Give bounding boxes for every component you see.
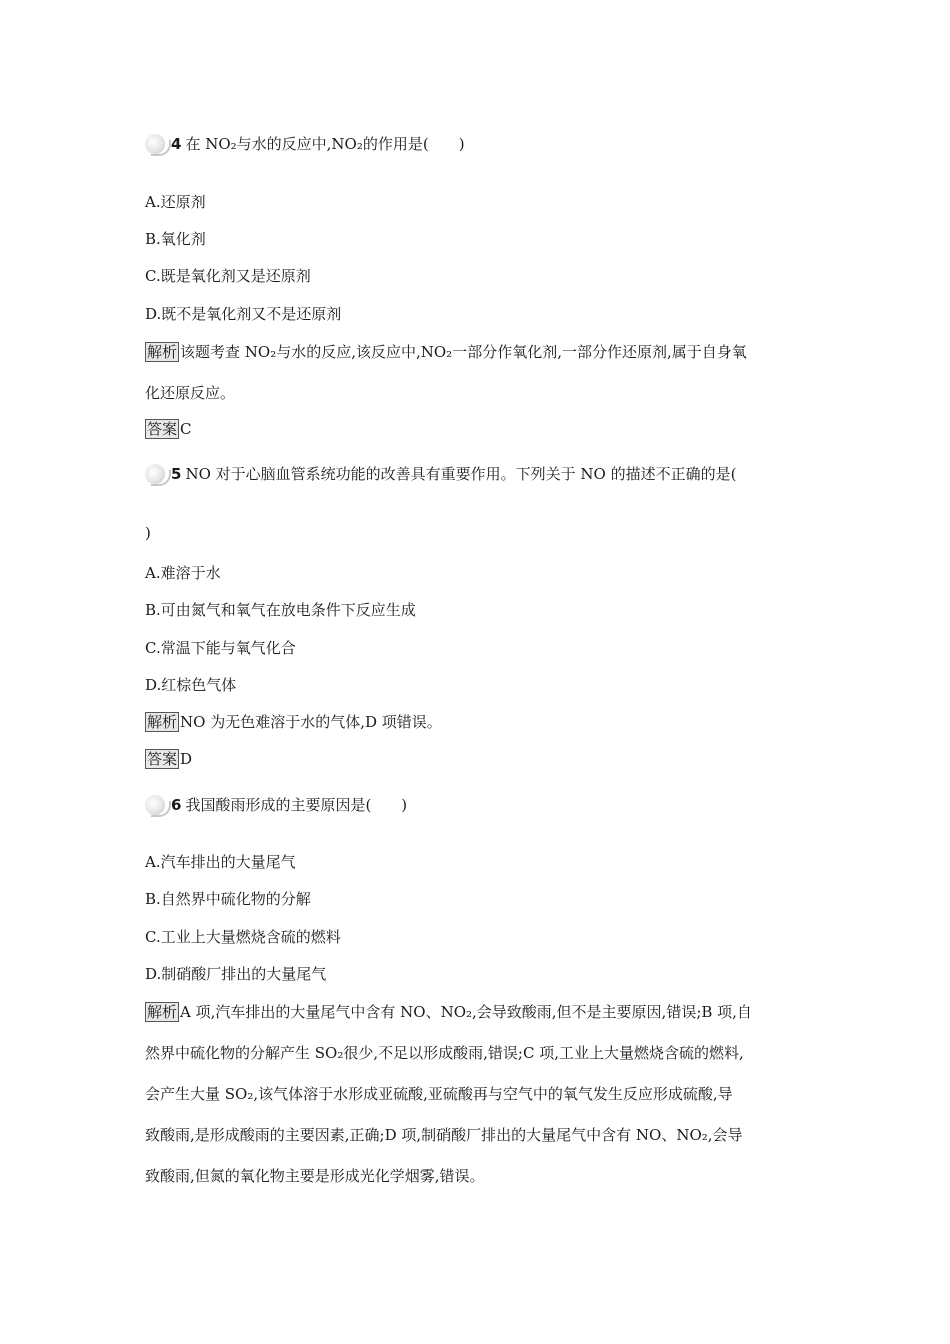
option-d: D.制硝酸厂排出的大量尾气 — [145, 965, 327, 983]
question-marker-icon — [145, 134, 169, 154]
question-6-header — [145, 794, 407, 815]
option-b: B.氧化剂 — [145, 230, 206, 248]
question-number: 6 — [171, 795, 182, 814]
question-stem: 我国酸雨形成的主要原因是( ) — [185, 796, 408, 814]
analysis-line: 然界中硫化物的分解产生 SO₂很少,不足以形成酸雨,错误;C 项,工业上大量燃烧含硫的燃料, — [145, 1044, 744, 1062]
answer-value: D — [180, 750, 193, 768]
analysis-line: 致酸雨,但氮的氧化物主要是形成光化学烟雾,错误。 — [145, 1167, 485, 1185]
answer-value: C — [180, 420, 192, 438]
option-c: C.既是氧化剂又是还原剂 — [145, 267, 311, 285]
option-d: D.红棕色气体 — [145, 676, 237, 694]
question-marker-icon — [145, 464, 169, 484]
answer-line — [145, 749, 192, 769]
analysis-line: 致酸雨,是形成酸雨的主要因素,正确;D 项,制硝酸厂排出的大量尾气中含有 NO、NO₂,会导 — [145, 1126, 743, 1144]
analysis-line: 解析 A 项,汽车排出的大量尾气中含有 NO、NO₂,会导致酸雨,但不是主要原因,错误;B 项,自 — [147, 1003, 752, 1021]
option-c: C.常温下能与氧气化合 — [145, 639, 296, 657]
analysis-tag: 解析 — [147, 343, 178, 361]
question-marker-icon — [145, 795, 169, 815]
question-stem: NO 对于心脑血管系统功能的改善具有重要作用。下列关于 NO 的描述不正确的是( — [185, 465, 737, 483]
answer-line — [145, 419, 192, 439]
analysis-line: 会产生大量 SO₂,该气体溶于水形成亚硫酸,亚硫酸再与空气中的氧气发生反应形成硫酸,导 — [145, 1085, 733, 1103]
answer-tag: 答案 — [147, 750, 178, 768]
analysis-tag: 解析 — [147, 713, 178, 731]
analysis-line: 解析 该题考查 NO₂与水的反应,该反应中,NO₂一部分作氧化剂,一部分作还原剂,属于自身氧 — [147, 343, 747, 361]
option-b: B.自然界中硫化物的分解 — [145, 890, 311, 908]
option-a: A.还原剂 — [145, 193, 206, 211]
answer-tag: 答案 — [147, 420, 178, 438]
analysis-tag: 解析 — [147, 1003, 178, 1021]
question-number: 5 — [171, 464, 182, 483]
option-a: A.汽车排出的大量尾气 — [145, 853, 296, 871]
option-d: D.既不是氧化剂又不是还原剂 — [145, 305, 342, 323]
option-a: A.难溶于水 — [145, 564, 221, 582]
analysis-line: 解析 NO 为无色难溶于水的气体,D 项错误。 — [147, 713, 442, 731]
question-4-header — [145, 133, 465, 154]
question-number: 4 — [171, 134, 182, 153]
question-stem: 在 NO₂与水的反应中,NO₂的作用是( ) — [185, 135, 465, 153]
analysis-line: 化还原反应。 — [145, 384, 236, 402]
option-b: B.可由氮气和氧气在放电条件下反应生成 — [145, 601, 416, 619]
question-5-header — [145, 463, 736, 484]
question-stem-continued: ) — [145, 524, 151, 542]
option-c: C.工业上大量燃烧含硫的燃料 — [145, 928, 341, 946]
